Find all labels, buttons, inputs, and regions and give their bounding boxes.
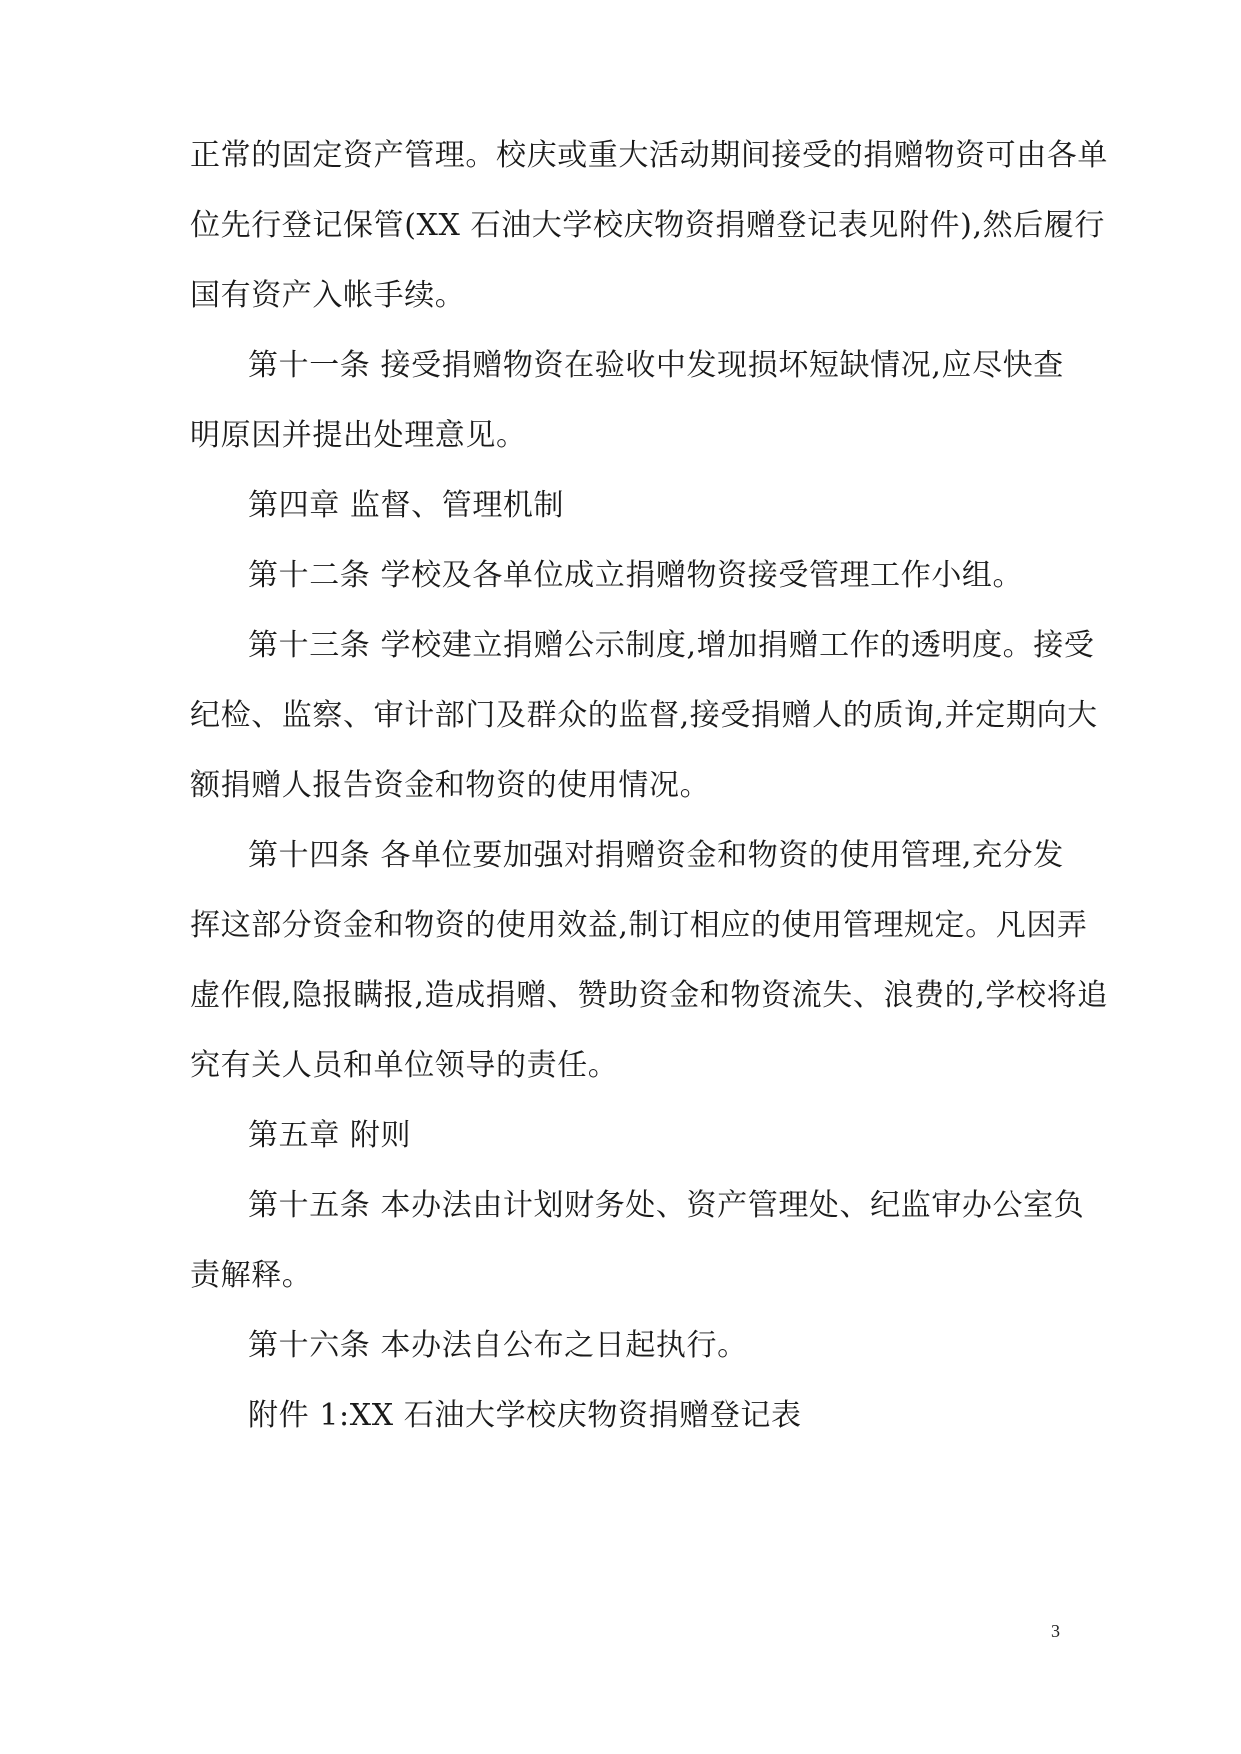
paragraph-line: 国有资产入帐手续。 <box>190 278 466 313</box>
paragraph-line: 正常的固定资产管理。校庆或重大活动期间接受的捐赠物资可由各单 <box>190 138 1108 173</box>
article-11-line: 第十一条 接受捐赠物资在验收中发现损坏短缺情况,应尽快查 <box>248 348 1064 383</box>
article-14-line: 第十四条 各单位要加强对捐赠资金和物资的使用管理,充分发 <box>248 838 1064 873</box>
article-14-line: 究有关人员和单位领导的责任。 <box>190 1048 619 1083</box>
article-13-line: 额捐赠人报告资金和物资的使用情况。 <box>190 768 711 803</box>
article-14-line: 虚作假,隐报瞒报,造成捐赠、赞助资金和物资流失、浪费的,学校将追 <box>190 978 1108 1013</box>
attachment-line: 附件 1:XX 石油大学校庆物资捐赠登记表 <box>248 1398 802 1433</box>
article-16-line: 第十六条 本办法自公布之日起执行。 <box>248 1328 748 1363</box>
paragraph-line: 位先行登记保管(XX 石油大学校庆物资捐赠登记表见附件),然后履行 <box>190 208 1105 243</box>
chapter-4-heading: 第四章 监督、管理机制 <box>248 488 565 523</box>
article-13-line: 第十三条 学校建立捐赠公示制度,增加捐赠工作的透明度。接受 <box>248 628 1095 663</box>
article-15-line: 第十五条 本办法由计划财务处、资产管理处、纪监审办公室负 <box>248 1188 1085 1223</box>
page-number: 3 <box>1051 1621 1060 1641</box>
article-12-line: 第十二条 学校及各单位成立捐赠物资接受管理工作小组。 <box>248 558 1024 593</box>
article-13-line: 纪检、监察、审计部门及群众的监督,接受捐赠人的质询,并定期向大 <box>190 698 1098 733</box>
article-15-line: 责解释。 <box>190 1258 313 1293</box>
chapter-5-heading: 第五章 附则 <box>248 1118 412 1153</box>
article-14-line: 挥这部分资金和物资的使用效益,制订相应的使用管理规定。凡因弄 <box>190 908 1088 943</box>
article-11-line: 明原因并提出处理意见。 <box>190 418 527 453</box>
